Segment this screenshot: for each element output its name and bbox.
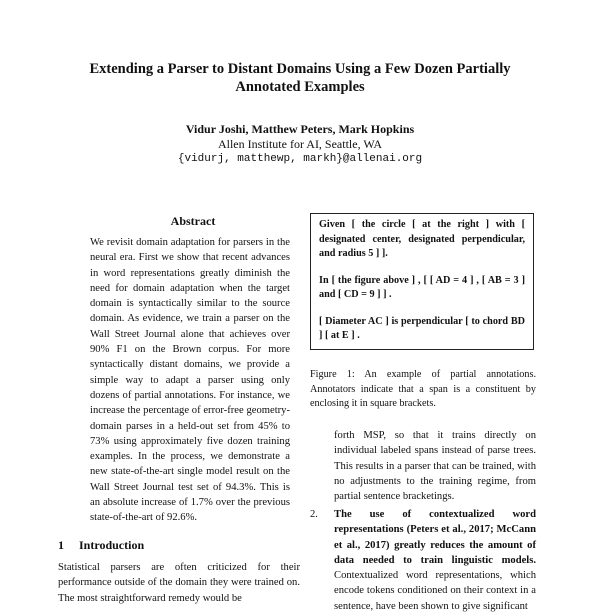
list-item-2-text: Contextualized word representations, which encode tokens conditioned on their context in a sentence, have been shown to give significant	[334, 570, 536, 612]
figure-1-box	[310, 213, 534, 350]
list-item-2	[310, 507, 536, 614]
author-emails: {vidurj, matthewp, markh}@allenai.org	[177, 153, 423, 165]
paper-title: Extending a Parser to Distant Domains Using a Few Dozen Partially Annotated Examples	[89, 61, 511, 95]
list-marker: 2.	[310, 509, 318, 520]
section-heading-introduction	[58, 538, 298, 553]
introduction-text: Statistical parsers are often criticized for their performance outside of the domain they were trained on. The most straightforward remedy would be	[58, 562, 300, 604]
list-item-2-bold: The use of contextualized word representations (Peters et al., 2017; McCann et al., 2017) greatly reduces the amount of data needed to train linguistic models.	[334, 509, 536, 566]
figure-line-2: In [ the figure above ] , [ [ AD = 4 ] , [ AB = 3 ] and [ CD = 9 ] ] .	[319, 274, 525, 300]
list-item-1-continuation: forth MSP, so that it trains directly on individual labeled spans instead of parse trees. This results in a parser that can be trained, with no adjustments to the training regime, from partial sentence bracketings.	[334, 430, 536, 503]
abstract-heading: Abstract	[170, 214, 216, 228]
figure-line-3: [ Diameter AC ] is perpendicular [ to chord BD ] [ at E ] .	[319, 315, 525, 341]
author-names: Vidur Joshi, Matthew Peters, Mark Hopkins	[185, 122, 415, 136]
author-block	[60, 122, 540, 167]
abstract-text: We revisit domain adaptation for parsers in the neural era. First we show that recent advances in word representations greatly diminish the need for domain adaptation when the target domain is syntactically similar to the source domain. As evidence, we train a parser on the Wall Street Journal alone that achieves over 90% F1 on the Brown corpus. For more syntactically distant domains, we provide a simple way to adapt a parser using only dozens of partial annotations. For instance, we increase the percentage of error-free geometry-domain parses in a held-out set from 45% to 73% using approximately five dozen training examples. In the process, we demonstrate a new state-of-the-art single model result on the Wall Street Journal test set of 94.3%. This is an absolute increase of 1.7% over the previous state-of-the-art of 92.6%.	[90, 237, 290, 524]
affiliation: Allen Institute for AI, Seattle, WA	[217, 137, 383, 151]
section-number: 1	[58, 538, 64, 552]
figure-1-caption: Figure 1: An example of partial annotations. Annotators indicate that a span is a constituent by enclosing it in square brackets.	[310, 369, 536, 409]
section-title: Introduction	[79, 538, 145, 552]
figure-line-1: Given [ the circle [ at the right ] with [ designated center, designated perpendicular, and radius 5 ] ].	[319, 219, 525, 259]
